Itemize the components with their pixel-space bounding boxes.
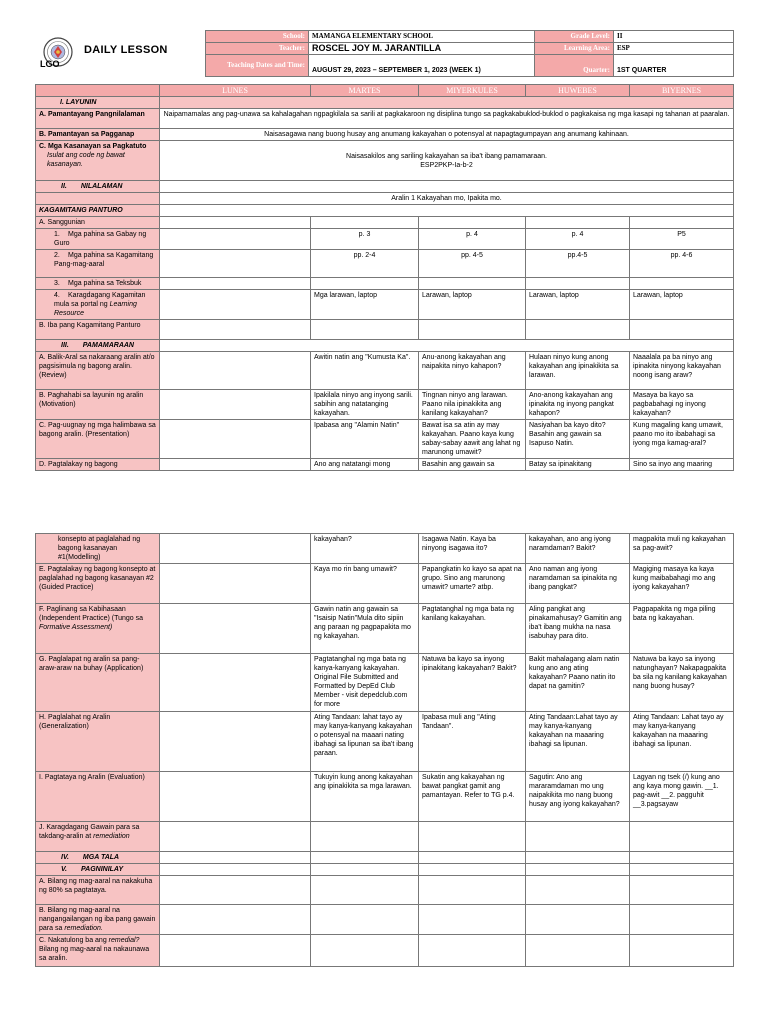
dates-label: Teaching Dates and Time:: [206, 55, 309, 77]
lesson-table-part2: [35, 533, 734, 967]
lunes-cell: [160, 278, 311, 290]
lunes-cell: [160, 604, 311, 654]
cell: [160, 905, 311, 935]
lunes-cell: [160, 390, 311, 420]
martes-cell: Tukuyin kung anong kakayahan ang ipinakikita sa mga larawan.: [311, 772, 419, 822]
kagamitan-row-4: [36, 290, 734, 320]
sanggunian-label: A. Sanggunian: [36, 217, 160, 229]
quarter-label: Quarter:: [535, 55, 614, 77]
pagninilay-label: A. Bilang ng mag-aaral na nakakuha ng 80% sa pagtataya.: [36, 876, 160, 905]
label-italic: remediation.: [64, 925, 103, 932]
kagamitan-row-1-label: [36, 229, 160, 250]
huwebes-cell: Aling pangkat ang pinakamahusay? Gamitin ang iba't ibang mukha na nasa isabuhay para dito.: [526, 604, 630, 654]
miyerkules-cell: Isagawa Natin. Kaya ba ninyong isagawa ito?: [419, 534, 526, 564]
cell: [311, 905, 419, 935]
pamantayang-pangnilalaman-label: A. Pamantayang Pangnilalaman: [36, 109, 160, 129]
huwebes-cell: Ano-anong kakayahan ang ipinakita ng inyong pangkat kahapon?: [526, 390, 630, 420]
cell: [419, 852, 526, 864]
pamamaraan-row-a: [36, 352, 734, 390]
cell: [526, 852, 630, 864]
kasanayan-value: Naisasakilos ang sariling kakayahan sa iba't ibang pamamaraan.: [346, 152, 547, 160]
section-pagninilay-num: V.: [61, 866, 67, 873]
huwebes-cell: p. 4: [526, 229, 630, 250]
row-num: 4.: [54, 292, 60, 299]
row-label: Mga pahina sa Kagamitang Pang-mag-aaral: [54, 252, 154, 268]
day-header-biyernes: BIYERNES: [630, 85, 734, 97]
cell: [160, 864, 311, 876]
pagninilay-row-a: [36, 876, 734, 905]
nilalaman-blank: [36, 193, 160, 205]
lunes-cell: [160, 229, 311, 250]
section-nilalaman-num: II.: [61, 183, 67, 190]
huwebes-cell: Ating Tandaan:Lahat tayo ay may kanya-kanyang kakayahan na maaaring ibahagi sa lipunan.: [526, 712, 630, 772]
label-text: B. Bilang ng mag-aaral na nangangailangan ng iba pang gawain para sa: [39, 907, 156, 932]
biyernes-cell: Sino sa inyo ang maaring: [630, 459, 734, 471]
section-tala-cell: [36, 852, 160, 864]
pamamaraan-label: H. Paglalahat ng Aralin (Generalization): [36, 712, 160, 772]
cell: [311, 935, 419, 967]
cell: [526, 876, 630, 905]
cell: [630, 217, 734, 229]
lunes-cell: [160, 290, 311, 320]
learning-area-value: ESP: [614, 43, 734, 55]
martes-cell: p. 3: [311, 229, 419, 250]
biyernes-cell: Masaya ba kayo sa pagbabahagi ng inyong kakayahan?: [630, 390, 734, 420]
miyerkules-cell: Papangkatin ko kayo sa apat na grupo. Sino ang marunong umawit? umarte? atbp.: [419, 564, 526, 604]
kasanayan-value-cell: [160, 141, 734, 181]
section-kagamitan-fill: [160, 205, 734, 217]
martes-cell: Ating Tandaan: lahat tayo ay may kanya-kanyang kakayahan o potensyal na maaari nating ibahagi sa lipunan sa iba't ibang paraan.: [311, 712, 419, 772]
section-tala: MGA TALA: [82, 854, 120, 861]
row-label-italic: Learning Resource: [54, 301, 137, 317]
pagninilay-row-c: [36, 935, 734, 967]
lunes-cell: [160, 420, 311, 459]
miyerkules-cell: Pagtatanghal ng mga bata ng kanilang kakayahan.: [419, 604, 526, 654]
grade-label: Grade Level:: [535, 31, 614, 43]
section-layunin: I. LAYUNIN: [36, 97, 160, 109]
pagninilay-row-b: [36, 905, 734, 935]
martes-cell: [311, 278, 419, 290]
label-tail: Bilang ng mag-aaral na nakaunawa sa aralin.: [39, 946, 150, 962]
pamamaraan-label: I. Pagtataya ng Aralin (Evaluation): [36, 772, 160, 822]
section-nilalaman: NILALAMAN: [80, 183, 123, 190]
pamamaraan-row-b: [36, 390, 734, 420]
cell: [630, 935, 734, 967]
miyerkules-cell: Natuwa ba kayo sa inyong ipinakitang kakayahan? Bakit?: [419, 654, 526, 712]
biyernes-cell: pp. 4-6: [630, 250, 734, 278]
miyerkules-cell: Basahin ang gawain sa: [419, 459, 526, 471]
day-header-martes: MARTES: [311, 85, 419, 97]
label-italic: remediation: [93, 833, 130, 840]
biyernes-cell: Natuwa ba kayo sa inyong natunghayan? Nakapagpakita ba sila ng kanilang kakayahan nang buong husay?: [630, 654, 734, 712]
pamamaraan-row-f: [36, 604, 734, 654]
pamamaraan-row-d-cont: [36, 534, 734, 564]
pagninilay-label: [36, 935, 160, 967]
learning-area-label: Learning Area:: [535, 43, 614, 55]
cell: [526, 935, 630, 967]
teacher-value: ROSCEL JOY M. JARANTILLA: [309, 43, 535, 55]
martes-cell: [311, 822, 419, 852]
lunes-cell: [160, 772, 311, 822]
day-header-blank: [36, 85, 160, 97]
miyerkules-cell: Tingnan ninyo ang larawan. Paano nila ipinakikita ang kanilang kakayahan?: [419, 390, 526, 420]
kagamitan-row-2: [36, 250, 734, 278]
biyernes-cell: Pagpapakita ng mga piling bata ng kakayahan.: [630, 604, 734, 654]
row-num: 3.: [54, 280, 60, 287]
martes-cell: Gawin natin ang gawain sa "Isaisip Natin"Mula dito sipiin ang paraan ng pagpapakita mo ng kakayahan.: [311, 604, 419, 654]
miyerkules-cell: Anu-anong kakayahan ang naipakita ninyo kahapon?: [419, 352, 526, 390]
kasanayan-code: ESP2PKP-Ia-b-2: [420, 161, 473, 169]
cell: [160, 876, 311, 905]
cell: [419, 876, 526, 905]
lunes-cell: [160, 459, 311, 471]
kagamitan-row-1: [36, 229, 734, 250]
martes-cell: Mga larawan, laptop: [311, 290, 419, 320]
pamantayang-pangnilalaman-value: Naipamamalas ang pag-unawa sa kahalagahan ngpagkilala sa sarili at pagkakaroon ng disiplina tungo sa pagkakabuklod-buklod o pagkakaisa ng mga kasapi ng tahanan at paaralan.: [160, 109, 734, 129]
pamamaraan-label: [36, 604, 160, 654]
biyernes-cell: magpakita muli ng kakayahan sa pag-awit?: [630, 534, 734, 564]
pamamaraan-row-c: [36, 420, 734, 459]
biyernes-cell: Naaalala pa ba ninyo ang ipinakita ninyong kakayahan noong isang araw?: [630, 352, 734, 390]
label-text: C. Nakatulong ba ang: [39, 937, 107, 944]
cell: [526, 217, 630, 229]
pamamaraan-row-g: [36, 654, 734, 712]
biyernes-cell: Kung magaling kang umawit, paano mo ito ibabahagi sa iyong mga kamag-aral?: [630, 420, 734, 459]
teacher-label: Teacher:: [206, 43, 309, 55]
cell: [419, 935, 526, 967]
pamamaraan-label: [36, 822, 160, 852]
miyerkules-cell: p. 4: [419, 229, 526, 250]
lunes-cell: [160, 534, 311, 564]
lunes-cell: [160, 712, 311, 772]
pamamaraan-row-d: [36, 459, 734, 471]
dates-value: AUGUST 29, 2023 – SEPTEMBER 1, 2023 (WEEK 1): [309, 55, 535, 77]
miyerkules-cell: Sukatin ang kakayahan ng bawat pangkat gamit ang pamantayan. Refer to TG p.4.: [419, 772, 526, 822]
miyerkules-cell: pp. 4-5: [419, 250, 526, 278]
miyerkules-cell: [419, 822, 526, 852]
pamamaraan-label: B. Paghahabi sa layunin ng aralin (Motivation): [36, 390, 160, 420]
huwebes-cell: Bakit mahalagang alam natin kung ano ang ating kakayahan? Paano natin ito dapat na gamitin?: [526, 654, 630, 712]
martes-cell: Awitin natin ang "Kumusta Ka".: [311, 352, 419, 390]
iba-pang-kagamitan-label: B. Iba pang Kagamitang Panturo: [36, 320, 160, 340]
huwebes-cell: Larawan, laptop: [526, 290, 630, 320]
lunes-cell: [160, 822, 311, 852]
cell: [419, 864, 526, 876]
cell: [311, 876, 419, 905]
miyerkules-cell: Ipabasa muli ang "Ating Tandaan".: [419, 712, 526, 772]
kasanayan-label-cell: [36, 141, 160, 181]
section-tala-num: IV.: [61, 854, 69, 861]
biyernes-cell: [630, 822, 734, 852]
row-label: Mga pahina sa Teksbuk: [68, 280, 142, 287]
cell: [630, 905, 734, 935]
lunes-cell: [160, 352, 311, 390]
section-pagninilay: PAGNINILAY: [80, 866, 124, 873]
martes-cell: kakayahan?: [311, 534, 419, 564]
kasanayan-sub: Isulat ang code ng bawat kasanayan.: [47, 152, 125, 168]
biyernes-cell: Lagyan ng tsek (/) kung ano ang kaya mong gawin. __1. pag-awit __2. pagguhit __3.pagsayaw: [630, 772, 734, 822]
cell: [630, 876, 734, 905]
kasanayan-label: C. Mga Kasanayan sa Pagkatuto: [39, 143, 147, 150]
cell: [311, 217, 419, 229]
row-label: Karagdagang Kagamitan mula sa portal ng: [54, 292, 146, 308]
row-num: 2.: [54, 252, 60, 259]
cell: [160, 217, 311, 229]
school-value: MAMANGA ELEMENTARY SCHOOL: [309, 31, 535, 43]
huwebes-cell: [526, 278, 630, 290]
cell: [630, 852, 734, 864]
cell: [419, 217, 526, 229]
martes-cell: Ipakilala ninyo ang inyong sarili. sabihin ang natatanging kakayahan.: [311, 390, 419, 420]
cell: [419, 320, 526, 340]
quarter-value: 1ST QUARTER: [614, 55, 734, 77]
pamantayan-pagganap-label: B. Pamantayan sa Pagganap: [36, 129, 160, 141]
pamamaraan-row-e: [36, 564, 734, 604]
huwebes-cell: Hulaan ninyo kung anong kakayahan ang ipinakikita sa larawan.: [526, 352, 630, 390]
pamamaraan-label: A. Balik-Aral sa nakaraang aralin at/o pagsisimula ng bagong aralin.(Review): [36, 352, 160, 390]
biyernes-cell: Ating Tandaan: Lahat tayo ay may kanya-kanyang kakayahan na maaaring ibahagi sa lipunan.: [630, 712, 734, 772]
lunes-cell: [160, 654, 311, 712]
section-layunin-fill: [160, 97, 734, 109]
section-pamamaraan-fill: [160, 340, 734, 352]
cell: [311, 864, 419, 876]
logo-text: LGO: [40, 59, 60, 69]
huwebes-cell: pp.4-5: [526, 250, 630, 278]
huwebes-cell: kakayahan, ano ang iyong naramdaman? Bakit?: [526, 534, 630, 564]
pamamaraan-label: D. Pagtalakay ng bagong: [36, 459, 160, 471]
label-text: F. Paglinang sa Kabihasaan (Independent Practice) (Tungo sa: [39, 606, 144, 622]
document-title: DAILY LESSON: [84, 44, 168, 56]
biyernes-cell: Magiging masaya ka kaya kung maibabahagi mo ang iyong kakayahan?: [630, 564, 734, 604]
section-kagamitan: KAGAMITANG PANTURO: [36, 205, 160, 217]
day-header-lunes: LUNES: [160, 85, 311, 97]
section-pamamaraan-cell: [36, 340, 160, 352]
lesson-table-part1: [35, 84, 734, 471]
section-pagninilay-cell: [36, 864, 160, 876]
label-italic: Formative Assessment): [39, 624, 113, 631]
martes-cell: Ipabasa ang "Alamin Natin": [311, 420, 419, 459]
cell: [526, 320, 630, 340]
deped-seal-logo: [40, 36, 76, 72]
section-nilalaman-cell: [36, 181, 160, 193]
label-italic: remedial?: [108, 937, 140, 944]
cell: [160, 935, 311, 967]
huwebes-cell: Sagutin: Ano ang mararamdaman mo ung naipakikita mo nang buong husay ang iyong kakayahan?: [526, 772, 630, 822]
martes-cell: Kaya mo rin bang umawit?: [311, 564, 419, 604]
huwebes-cell: Nasiyahan ba kayo dito? Basahin ang gawain sa Isapuso Natin.: [526, 420, 630, 459]
pamamaraan-label: G. Paglalapat ng aralin sa pang-araw-araw na buhay (Application): [36, 654, 160, 712]
label-text: J. Karagdagang Gawain para sa takdang-aralin at: [39, 824, 140, 840]
pamamaraan-row-i: [36, 772, 734, 822]
section-pamamaraan: PAMAMARAAN: [82, 342, 134, 349]
martes-cell: Ano ang natatangi mong: [311, 459, 419, 471]
row-num: 1.: [54, 231, 60, 238]
cell: [311, 320, 419, 340]
grade-value: II: [614, 31, 734, 43]
pamamaraan-label: E. Pagtalakay ng bagong konsepto at paglalahad ng bagong kasanayan #2 (Guided Practice): [36, 564, 160, 604]
miyerkules-cell: [419, 278, 526, 290]
biyernes-cell: P5: [630, 229, 734, 250]
cell: [419, 905, 526, 935]
biyernes-cell: Larawan, laptop: [630, 290, 734, 320]
cell: [526, 905, 630, 935]
pamamaraan-label: C. Pag-uugnay ng mga halimbawa sa bagong aralin. (Presentation): [36, 420, 160, 459]
lunes-cell: [160, 564, 311, 604]
cell: [311, 852, 419, 864]
day-header-huwebes: HUWEBES: [526, 85, 630, 97]
kagamitan-row-2-label: [36, 250, 160, 278]
section-pamamaraan-num: III.: [61, 342, 69, 349]
pagninilay-label: [36, 905, 160, 935]
kagamitan-row-4-label: [36, 290, 160, 320]
cell: [630, 320, 734, 340]
miyerkules-cell: Bawat isa sa atin ay may kakayahan. Paano kaya kung sabay-sabay aawit ang lahat ng marunong umawit?: [419, 420, 526, 459]
cell: [160, 320, 311, 340]
cell: [160, 852, 311, 864]
huwebes-cell: [526, 822, 630, 852]
martes-cell: pp. 2-4: [311, 250, 419, 278]
cell: [630, 864, 734, 876]
school-label: School:: [206, 31, 309, 43]
section-nilalaman-fill: [160, 181, 734, 193]
kagamitan-row-3-label: [36, 278, 160, 290]
martes-cell: Pagtatanghal ng mga bata ng kanya-kanyang kakayahan. Original File Submitted and Formatted by DepEd Club Member - visit depedclub.com for more: [311, 654, 419, 712]
pamamaraan-label: konsepto at paglalahad ng bagong kasanayan #1(Modelling): [36, 534, 160, 564]
huwebes-cell: Batay sa ipinakitang: [526, 459, 630, 471]
day-header-miyerkules: MIYERKULES: [419, 85, 526, 97]
pamamaraan-row-j: [36, 822, 734, 852]
row-label: Mga pahina sa Gabay ng Guro: [54, 231, 147, 247]
kagamitan-row-3: [36, 278, 734, 290]
huwebes-cell: Ano naman ang iyong naramdaman sa ipinakita ng ibang pangkat?: [526, 564, 630, 604]
lunes-cell: [160, 250, 311, 278]
cell: [526, 864, 630, 876]
pamantayan-pagganap-value: Naisasagawa nang buong husay ang anumang kakayahan o potensyal at napagtagumpayan ang anumang kahinaan.: [160, 129, 734, 141]
header-info-table: [205, 30, 734, 77]
pamamaraan-row-h: [36, 712, 734, 772]
nilalaman-value: Aralin 1 Kakayahan mo, Ipakita mo.: [160, 193, 734, 205]
biyernes-cell: [630, 278, 734, 290]
miyerkules-cell: Larawan, laptop: [419, 290, 526, 320]
